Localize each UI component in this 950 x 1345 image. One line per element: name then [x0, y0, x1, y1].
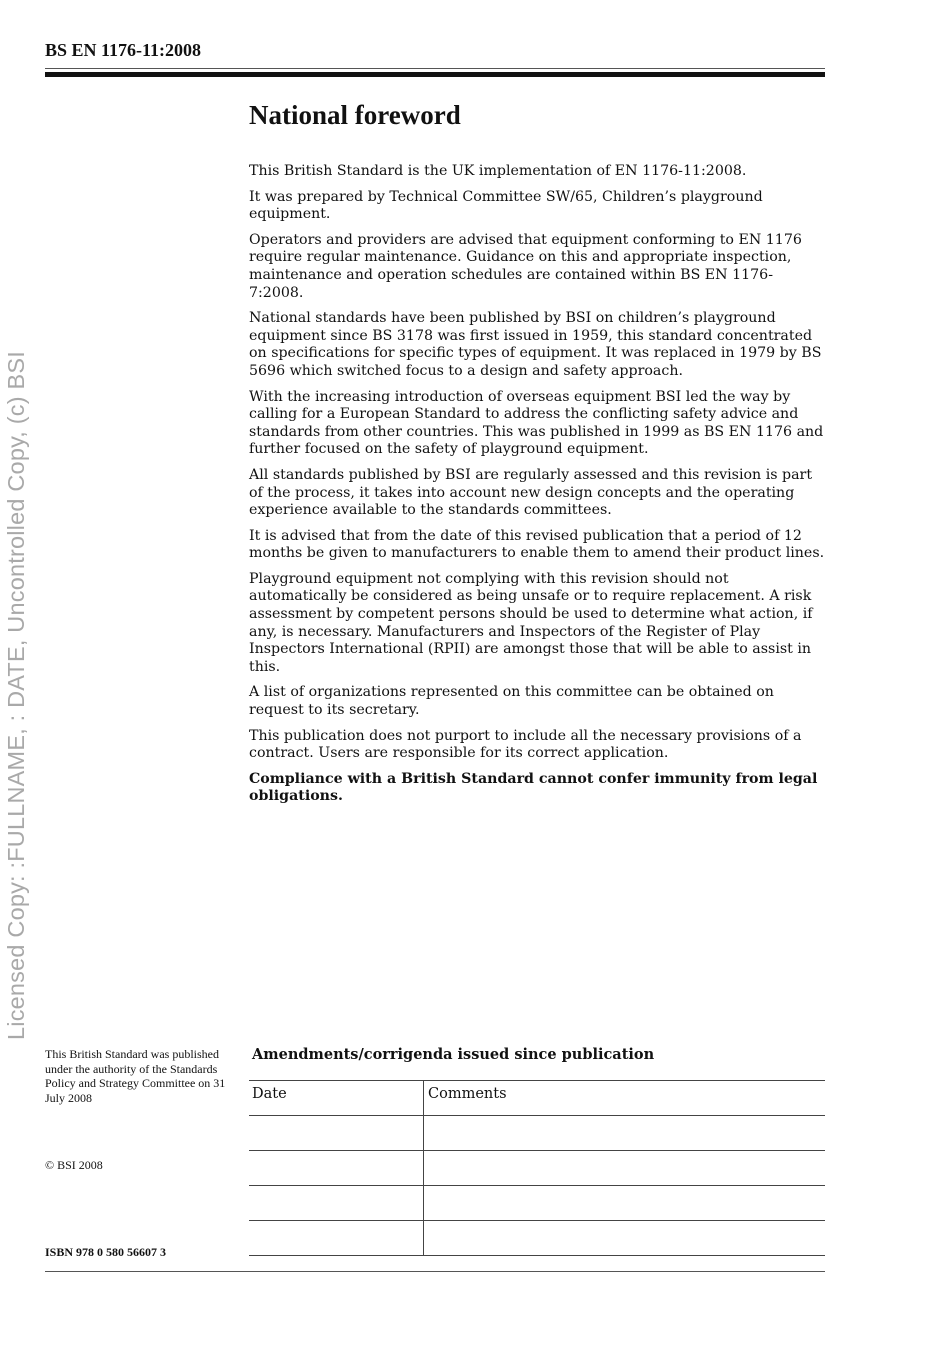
header-rule-thick	[45, 72, 825, 77]
watermark: Licensed Copy: :FULLNAME, : DATE, Uncontrolled Copy, (c) BSI	[3, 351, 29, 1040]
amendments-table	[249, 1080, 825, 1256]
table-row	[249, 1151, 825, 1186]
table-cell-date	[249, 1221, 424, 1256]
copyright-notice: © BSI 2008	[45, 1158, 103, 1172]
isbn: ISBN 978 0 580 56607 3	[45, 1245, 167, 1259]
footer-rule	[45, 1271, 825, 1272]
foreword-paragraph: National standards have been published by BSI on children’s playground equipment since BS 3178 was first issued in 1959, this standard concentrated on specifications for specific types of equipment. It was replaced in 1979 by BS 5696 which switched focus to a design and safety approach.	[249, 310, 822, 379]
foreword-body	[249, 163, 827, 814]
table-cell-date	[249, 1186, 424, 1221]
foreword-paragraph: Operators and providers are advised that equipment conforming to EN 1176 require regular maintenance. Guidance on this and appropriate inspection, maintenance and operation schedules are contained within BS EN 1176-7:2008.	[249, 231, 802, 301]
table-cell-comments	[424, 1151, 826, 1186]
table-header-row	[249, 1081, 825, 1116]
foreword-paragraph: This British Standard is the UK implementation of EN 1176-11:2008.	[249, 163, 747, 179]
table-row	[249, 1186, 825, 1221]
authority-note: This British Standard was published under the authority of the Standards Policy and Strategy Committee on 31 July 2008	[45, 1047, 226, 1105]
table-cell-date	[249, 1116, 424, 1151]
document-id: BS EN 1176-11:2008	[45, 40, 202, 60]
table-cell-date	[249, 1151, 424, 1186]
foreword-paragraph: Playground equipment not complying with this revision should not automatically be considered as being unsafe or to require replacement. A risk assessment by competent persons should be used to determine what action, if any, is necessary. Manufacturers and Inspectors of the Register of Play Inspectors International (RPII) are amongst those that will be able to assist in this.	[249, 570, 813, 675]
table-row	[249, 1116, 825, 1151]
column-header-comments: Comments	[424, 1081, 826, 1116]
amendments-title: Amendments/corrigenda issued since publication	[252, 1046, 655, 1063]
foreword-paragraph: It was prepared by Technical Committee SW/65, Children’s playground equipment.	[249, 188, 763, 223]
table-cell-comments	[424, 1221, 826, 1256]
table-row	[249, 1221, 825, 1256]
table-cell-comments	[424, 1116, 826, 1151]
foreword-paragraph: With the increasing introduction of overseas equipment BSI led the way by calling for a European Standard to address the conflicting safety advice and standards from other countries. This was published in 1999 as BS EN 1176 and further focused on the safety of playground equipment.	[249, 388, 824, 458]
compliance-statement: Compliance with a British Standard cannot confer immunity from legal obligations.	[249, 770, 818, 805]
foreword-paragraph: This publication does not purport to include all the necessary provisions of a contract. Users are responsible for its correct application.	[249, 727, 802, 762]
table-cell-comments	[424, 1186, 826, 1221]
header-rule-thin	[45, 68, 825, 69]
foreword-paragraph: All standards published by BSI are regularly assessed and this revision is part of the process, it takes into account new design concepts and the operating experience available to the standards committees.	[249, 466, 813, 519]
page-title: National foreword	[249, 100, 461, 130]
column-header-date: Date	[249, 1081, 424, 1116]
foreword-paragraph: A list of organizations represented on this committee can be obtained on request to its secretary.	[249, 684, 774, 719]
foreword-paragraph: It is advised that from the date of this revised publication that a period of 12 months be given to manufacturers to enable them to amend their product lines.	[249, 527, 825, 562]
